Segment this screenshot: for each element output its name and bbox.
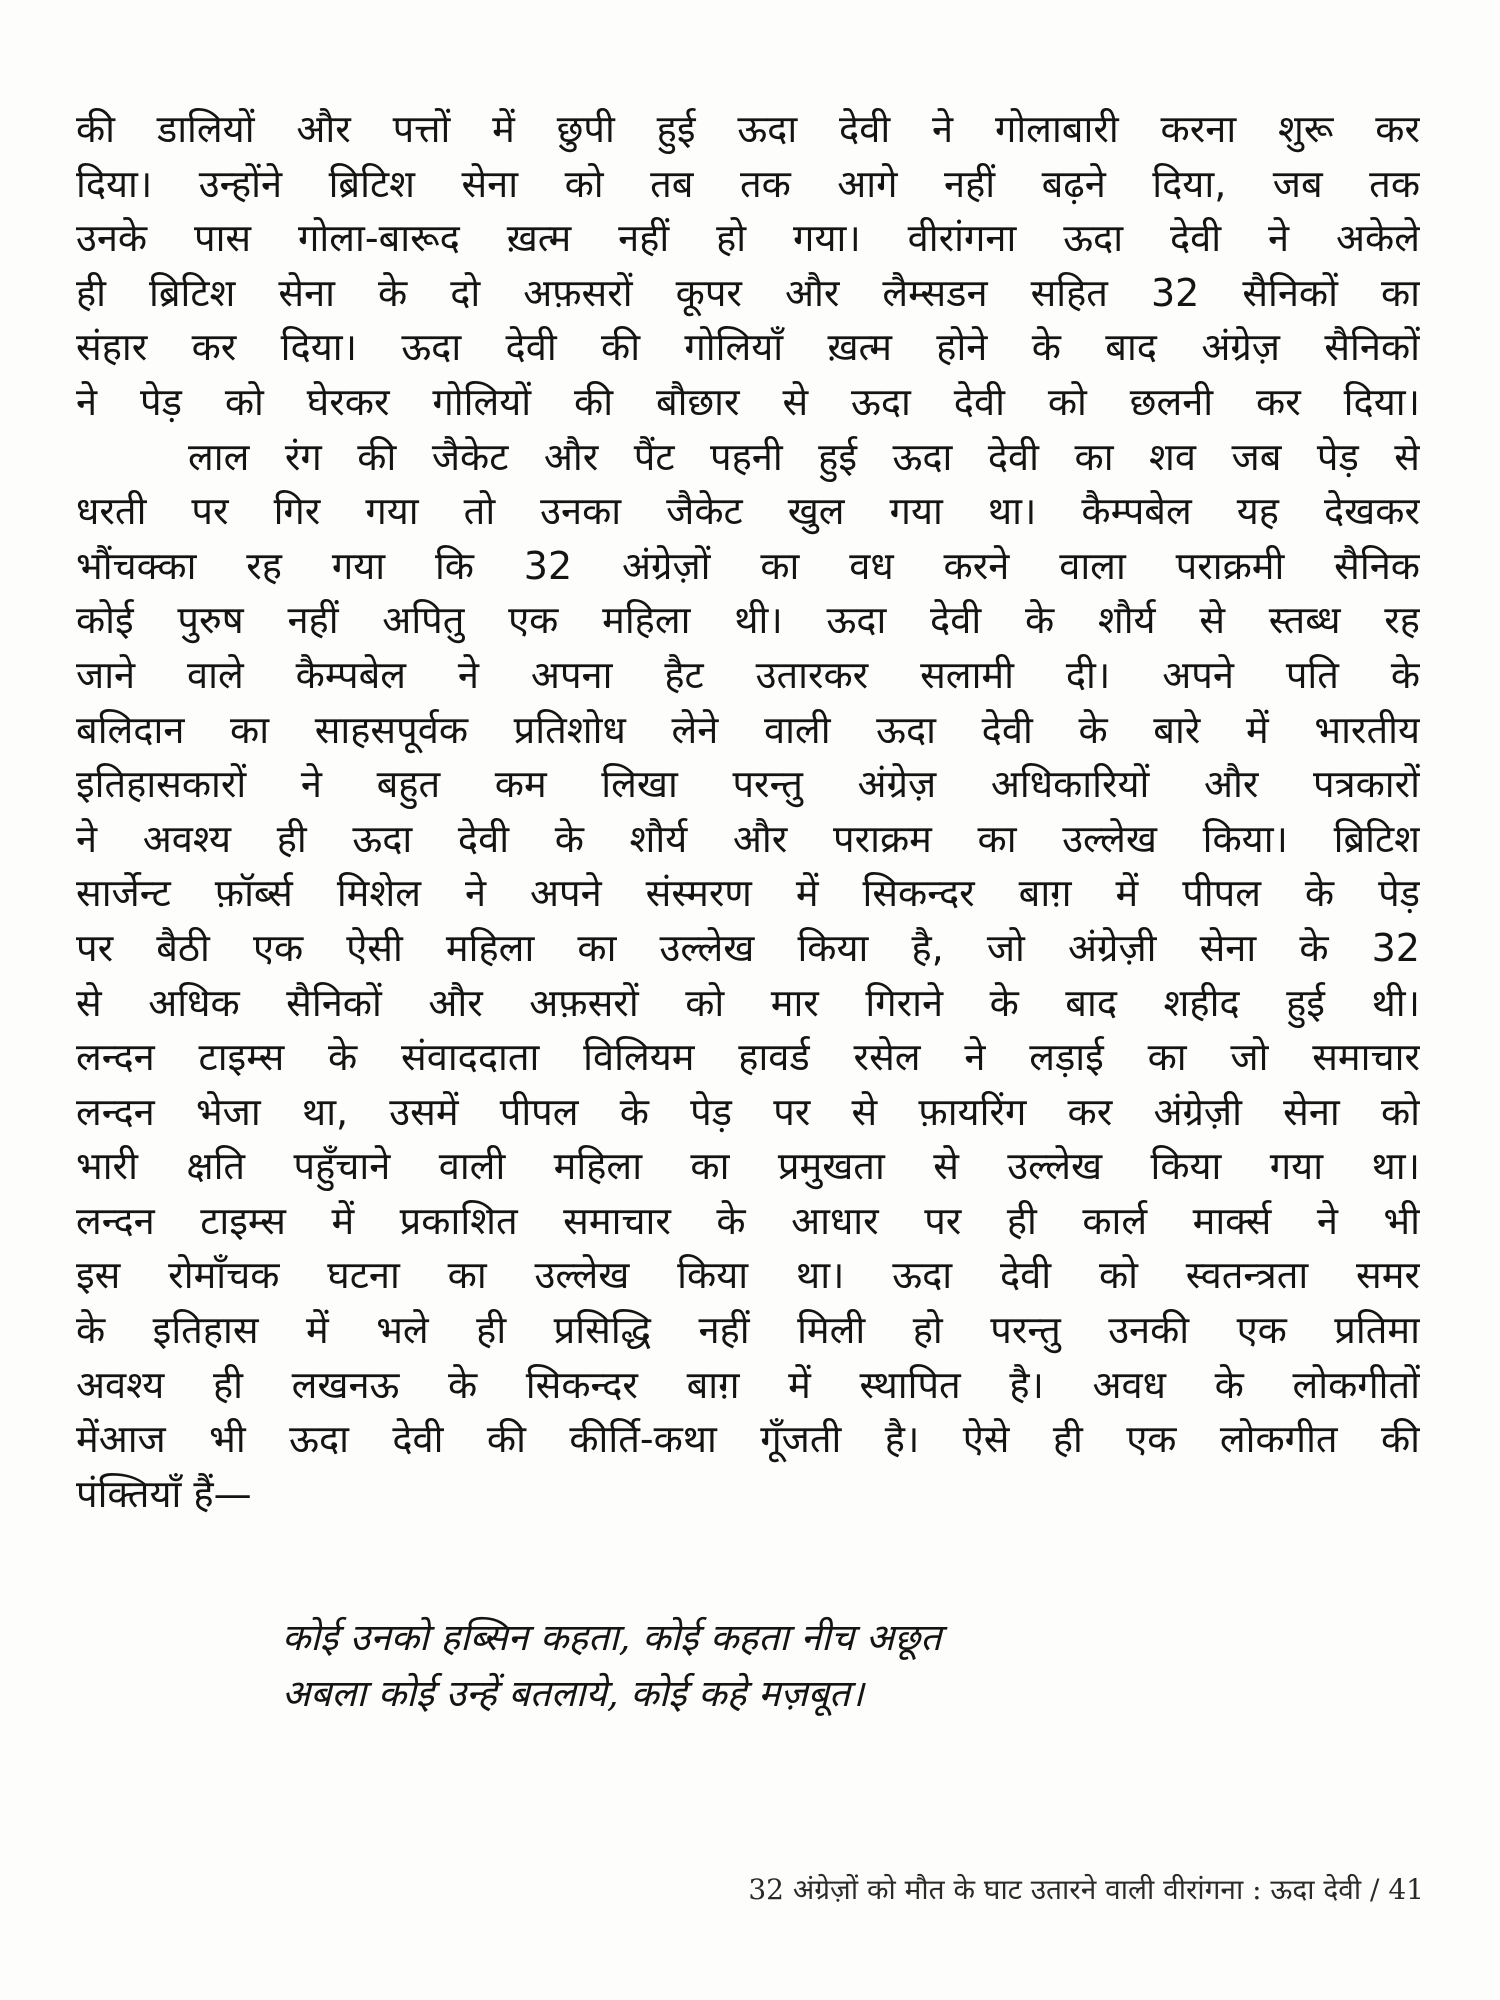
text-line: इस रोमाँचक घटना का उल्लेख किया था। ऊदा देवी को स्वतन्त्रता समर <box>76 1253 1420 1298</box>
text-line: मेंआज भी ऊदा देवी की कीर्ति-कथा गूँजती है। ऐसे ही एक लोकगीत की <box>76 1417 1420 1462</box>
text-line: ने पेड़ को घेरकर गोलियों की बौछार से ऊदा देवी को छलनी कर दिया। <box>76 379 1420 424</box>
folk-song-verse <box>282 1610 1282 1722</box>
text-line: की डालियों और पत्तों में छुपी हुई ऊदा देवी ने गोलाबारी करना शुरू कर <box>76 107 1420 151</box>
verse-line: अबला कोई उन्हें बतलाये, कोई कहे मज़बूत। <box>282 1672 864 1715</box>
text-line: के इतिहास में भले ही प्रसिद्धि नहीं मिली हो परन्तु उनकी एक प्रतिमा <box>76 1308 1420 1353</box>
text-line: कोई पुरुष नहीं अपितु एक महिला थी। ऊदा देवी के शौर्य से स्तब्ध रह <box>76 598 1420 643</box>
text-line: धरती पर गिर गया तो उनका जैकेट खुल गया था। कैम्पबेल यह देखकर <box>76 489 1420 534</box>
text-line: अवश्य ही लखनऊ के सिकन्दर बाग़ में स्थापित है। अवध के लोकगीतों <box>76 1362 1420 1407</box>
verse-line: कोई उनको हब्सिन कहता, कोई कहता नीच अछूत <box>282 1616 942 1659</box>
text-line: संहार कर दिया। ऊदा देवी की गोलियाँ ख़त्म होने के बाद अंग्रेज़ सैनिकों <box>76 325 1420 370</box>
text-line: ही ब्रिटिश सेना के दो अफ़सरों कूपर और लैम्सडन सहित 32 सैनिकों का <box>76 270 1420 315</box>
text-line: सार्जेन्ट फ़ॉर्ब्स मिशेल ने अपने संस्मरण में सिकन्दर बाग़ में पीपल के पेड़ <box>76 871 1420 916</box>
text-line: लन्दन टाइम्स के संवाददाता विलियम हावर्ड रसेल ने लड़ाई का जो समाचार <box>76 1035 1420 1080</box>
paragraph-start-line: लाल रंग की जैकेट और पैंट पहनी हुई ऊदा देवी का शव जब पेड़ से <box>188 434 1420 479</box>
footer-separator: / <box>1361 1873 1389 1906</box>
body-text <box>76 102 1420 1521</box>
text-line: बलिदान का साहसपूर्वक प्रतिशोध लेने वाली ऊदा देवी के बारे में भारतीय <box>76 707 1420 752</box>
text-line: ने अवश्य ही ऊदा देवी के शौर्य और पराक्रम का उल्लेख किया। ब्रिटिश <box>76 816 1420 861</box>
text-line: इतिहासकारों ने बहुत कम लिखा परन्तु अंग्रेज़ अधिकारियों और पत्रकारों <box>76 762 1420 807</box>
text-line-last: पंक्तियाँ हैं— <box>76 1471 252 1516</box>
text-line: भारी क्षति पहुँचाने वाली महिला का प्रमुखता से उल्लेख किया गया था। <box>76 1144 1420 1189</box>
page-number: 41 <box>1388 1873 1424 1906</box>
text-line: दिया। उन्होंने ब्रिटिश सेना को तब तक आगे नहीं बढ़ने दिया, जब तक <box>76 161 1420 206</box>
page-footer <box>748 1872 1424 1908</box>
text-line: जाने वाले कैम्पबेल ने अपना हैट उतारकर सलामी दी। अपने पति के <box>76 652 1420 697</box>
running-title: 32 अंग्रेज़ों को मौत के घाट उतारने वाली वीरांगना : ऊदा देवी <box>748 1873 1362 1906</box>
text-line: लन्दन भेजा था, उसमें पीपल के पेड़ पर से फ़ायरिंग कर अंग्रेज़ी सेना को <box>76 1089 1420 1134</box>
text-line: लन्दन टाइम्स में प्रकाशित समाचार के आधार पर ही कार्ल मार्क्स ने भी <box>76 1198 1420 1243</box>
text-line: पर बैठी एक ऐसी महिला का उल्लेख किया है, जो अंग्रेज़ी सेना के 32 <box>76 925 1420 970</box>
text-line: भौंचक्का रह गया कि 32 अंग्रेज़ों का वध करने वाला पराक्रमी सैनिक <box>76 543 1420 588</box>
text-line: से अधिक सैनिकों और अफ़सरों को मार गिराने के बाद शहीद हुई थी। <box>76 980 1420 1025</box>
text-line: उनके पास गोला-बारूद ख़त्म नहीं हो गया। वीरांगना ऊदा देवी ने अकेले <box>76 216 1420 261</box>
